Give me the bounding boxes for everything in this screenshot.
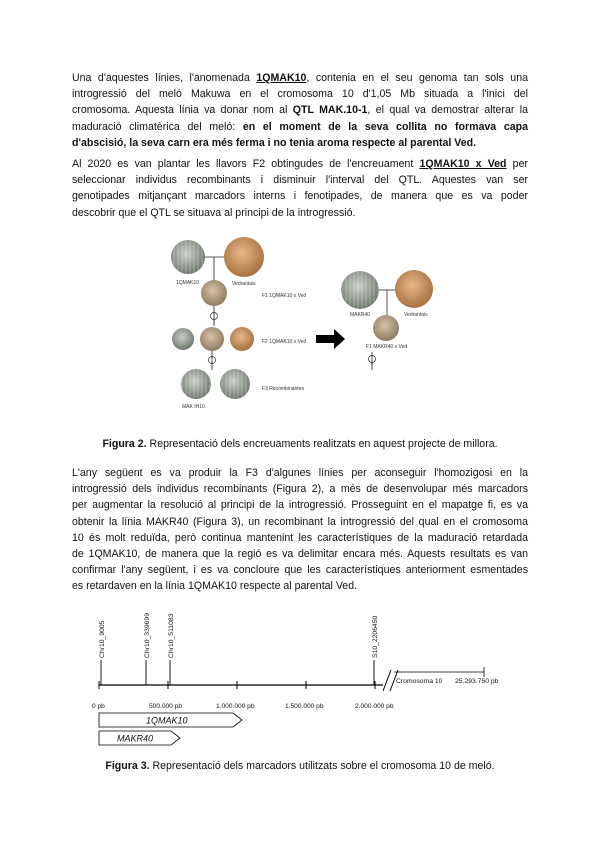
tick-label-500k: 500.000 pb xyxy=(149,703,183,710)
label-1qmak10-bar: 1QMAK10 xyxy=(146,715,188,726)
p2-line: genotipades mitjançant marcadors interns i fenotipades, de manera que es va poder xyxy=(72,190,528,203)
marker-label-s10-2206450: S10_2206450 xyxy=(372,615,379,658)
p2-line: descobrir que el QTL se situava al principi de la introgressió. xyxy=(72,206,356,219)
p2-text: Al 2020 es van plantar les llavors F2 obtingudes de l'encreuament xyxy=(72,158,420,170)
p3-line: es retardaven en la línia 1QMAK10 respecte al parental Ved. xyxy=(72,580,358,593)
label-mak: MAK IH10 xyxy=(182,404,205,410)
figure-3-caption xyxy=(0,760,600,772)
cross-name: 1QMAK10 x Ved xyxy=(419,158,507,170)
label-ved-2: Vedrantais xyxy=(404,312,428,318)
p3-line: L'any següent es va produir la F3 d'algunes línies per aconseguir l'homozigosi en la xyxy=(72,467,528,479)
tick-label-1-5m: 1.500.000 pb xyxy=(285,703,324,710)
qtl-name: QTL MAK.10-1 xyxy=(292,104,368,117)
label-f1: F1 1QMAK10 x Ved xyxy=(262,293,307,299)
label-makr40: MAKR40 xyxy=(350,312,371,318)
chromosome-end-label: 25.293.750 pb xyxy=(455,678,499,685)
p2-line: seleccionar individus recombinants i disminuir l'interval del QTL. Aquestes van ser xyxy=(72,174,528,187)
label-f3: F3 Recombinantes xyxy=(262,386,304,392)
p3-line: confirmar l'any següent, i es va concloure que les característiques anteriorment esmentades xyxy=(72,564,528,577)
label-f2: F2 1QMAK10 x Ved xyxy=(262,339,307,345)
chromosome-label: Cromosoma 10 xyxy=(396,678,443,685)
p1-line: introgressió del meló Makuwa en el cromosoma 10 d'1,05 Mb situada a l'inici del xyxy=(72,88,528,101)
p1-bold: en el moment de la seva collita no formava capa xyxy=(242,120,529,133)
p1-text: , el qual va demostrar alterar la xyxy=(367,104,528,117)
marker-label-chr10-339699: Chr10_339699 xyxy=(144,613,151,658)
label-parent-ved: Vedrantais xyxy=(232,281,256,287)
figure-3-caption-label: Figura 3. xyxy=(105,760,150,772)
tick-label-1m: 1.000.000 pb xyxy=(216,703,255,710)
marker-label-chr10-9005: Chr10_9005 xyxy=(99,620,106,658)
label-f1-right: F1 MAKR40 x Ved xyxy=(366,344,408,350)
p1-text: , contenia en el seu genoma tan sols una xyxy=(306,72,528,84)
p3-line: 10 és molt reduïda, però continua mantenint les característiques de la maduració retardada xyxy=(72,531,528,544)
p3-line: per augmentar la resolució al principi de la introgressió. Prosseguint en el mapatge fi, es va xyxy=(72,499,528,512)
line-name-1qmak10: 1QMAK10 xyxy=(256,72,307,84)
marker-label-chr10-511083: Chr10_511083 xyxy=(168,613,175,658)
tick-label-0: 0 pb xyxy=(92,703,105,710)
figure-3-caption-text: Representació dels marcadors utilitzats sobre el cromosoma 10 de meló. xyxy=(149,760,495,772)
label-parent-1qmak10: 1QMAK10 xyxy=(176,280,200,286)
p1-text: Una d'aquestes línies, l'anomenada xyxy=(72,72,257,84)
p3-line: introgressió dels individus recombinants (Figura 2), a més de desenvolupar més marcadors xyxy=(72,483,528,496)
p1-text: maduració climatèrica del meló: xyxy=(72,120,243,133)
label-makr40-bar: MAKR40 xyxy=(117,733,154,744)
figure-2-caption-text: Representació dels encreuaments realitzats en aquest projecte de millora. xyxy=(146,438,498,450)
tick-label-2m: 2.000.000 pb xyxy=(355,703,394,710)
p1-bold: d'abscisió, la seva carn era més ferma i no tenia aroma respecte al parental Ved. xyxy=(72,136,477,149)
p2-text: per xyxy=(506,158,528,170)
axis-break-mark xyxy=(383,670,391,691)
p1-text: cromosoma. Aquesta línia va donar nom al xyxy=(72,104,293,117)
p3-line: de 1QMAK10, de manera que la regió es va delimitar encara més. Aquests resultats es van xyxy=(72,548,528,561)
p3-line: obtenir la línia MAKR40 (Figura 3), un recombinant la introgressió del qual en el cromosoma xyxy=(72,515,528,528)
figure-2-caption-label: Figura 2. xyxy=(102,438,147,450)
